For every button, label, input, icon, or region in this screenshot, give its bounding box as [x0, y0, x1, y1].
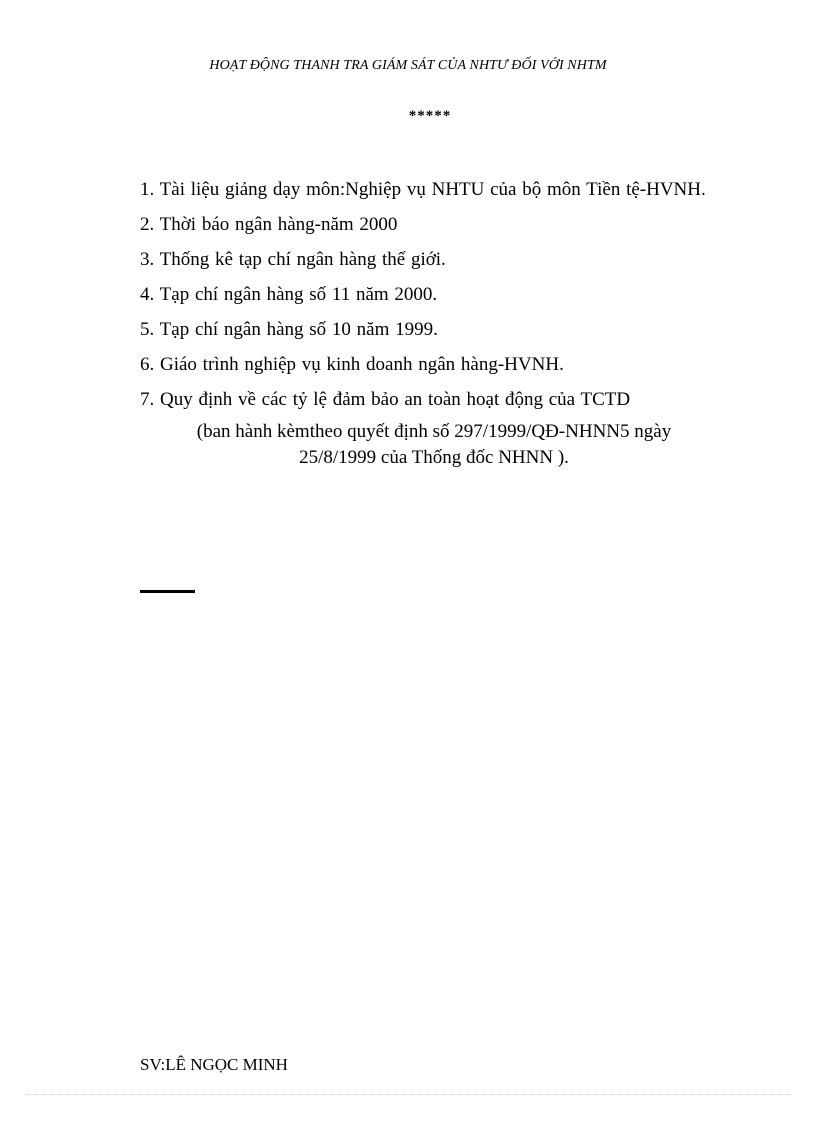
running-header: HOẠT ĐỘNG THANH TRA GIÁM SÁT CỦA NHTƯ ĐỐI VỚI NHTM	[209, 58, 607, 73]
section-separator: *****	[408, 108, 452, 124]
reference-note-line-2: 25/8/1999 của Thống đốc NHNN ).	[299, 447, 569, 468]
reference-item-5: 5. Tạp chí ngân hàng số 10 năm 1999.	[140, 319, 438, 340]
reference-item-4: 4. Tạp chí ngân hàng số 11 năm 2000.	[140, 284, 438, 305]
reference-item-2: 2. Thời báo ngân hàng-năm 2000	[140, 214, 398, 235]
reference-item-6: 6. Giáo trình nghiệp vụ kinh doanh ngân hàng-HVNH.	[140, 354, 564, 375]
reference-item-1: 1. Tài liệu giảng dạy môn:Nghiệp vụ NHTU của bộ môn Tiền tệ-HVNH.	[140, 179, 706, 200]
reference-note	[140, 419, 720, 471]
page-bottom-divider	[25, 1094, 791, 1095]
footnote-rule	[140, 590, 195, 593]
reference-note-line-1: (ban hành kèmtheo quyết định số 297/1999/QĐ-NHNN5 ngày	[196, 421, 672, 442]
page-footer-author: SV:LÊ NGỌC MINH	[140, 1055, 288, 1074]
reference-item-3: 3. Thống kê tạp chí ngân hàng thế giới.	[140, 249, 446, 270]
reference-item-7: 7. Quy định về các tỷ lệ đảm bảo an toàn hoạt động của TCTD	[140, 389, 631, 410]
reference-list	[140, 176, 720, 471]
